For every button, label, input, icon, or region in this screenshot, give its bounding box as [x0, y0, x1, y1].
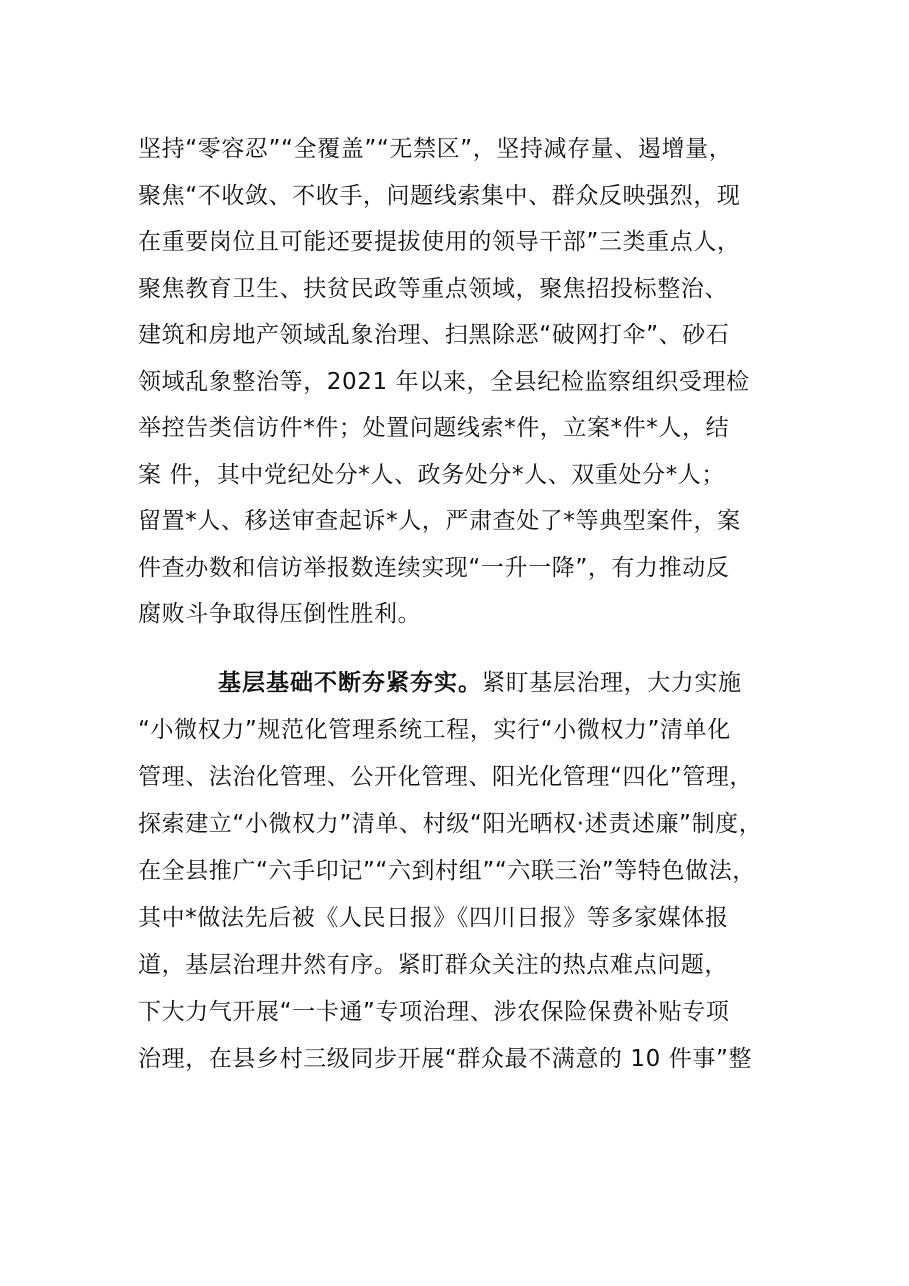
paragraph-first-line: [138, 660, 778, 707]
paragraph-grassroots: [138, 660, 778, 1083]
text-line: 在全县推广“六手印记”“六到村组”“六联三治”等特色做法，: [138, 858, 756, 884]
text-line: 领域乱象整治等，2021 年以来，全县纪检监察组织受理检: [138, 368, 750, 395]
text-line: 管理、法治化管理、公开化管理、阳光化管理“四化”管理，: [138, 764, 754, 790]
text-line: 其中*做法先后被《人民日报》《四川日报》等多家媒体报: [138, 905, 729, 931]
text-line: 件查办数和信访举报数连续实现“一升一降”，有力推动反: [138, 554, 730, 581]
text-line: 聚焦“不收敛、不收手，问题线索集中、群众反映强烈，现: [138, 182, 741, 209]
text-line: 举控告类信访件*件；处置问题线索*件，立案*件*人，结: [138, 415, 730, 441]
text-line: 治理，在县乡村三级同步开展“群众最不满意的 10 件事”整: [138, 1046, 753, 1072]
text-line: “小微权力”规范化管理系统工程，实行“小微权力”清单化: [138, 717, 731, 743]
text-line: 聚焦教育卫生、扶贫民政等重点领域，聚焦招投标整治、: [138, 275, 728, 302]
text-line: 建筑和房地产领域乱象治理、扫黑除恶“破网打伞”、砂石: [138, 322, 730, 348]
text-line: 道，基层治理井然有序。紧盯群众关注的热点难点问题，: [138, 952, 728, 978]
text-line: 坚持“零容忍”“全覆盖”“无禁区”，坚持减存量、遏增量，: [138, 136, 733, 162]
paragraph-discipline-cases: [138, 126, 778, 638]
text-line: 留置*人、移送审查起诉*人，严肃查处了*等典型案件，案: [138, 508, 741, 534]
text-line: 在重要岗位且可能还要提拔使用的领导干部”三类重点人，: [138, 229, 741, 255]
text-line: 下大力气开展“一卡通”专项治理、涉农保险保费补贴专项: [138, 999, 730, 1025]
paragraph-lead-rest: 紧盯基层治理，大力实施: [482, 670, 742, 696]
text-line: 腐败斗争取得压倒性胜利。: [138, 601, 422, 627]
text-line: 案 件，其中党纪处分*人、政务处分*人、双重处分*人；: [138, 461, 726, 488]
paragraph-lead-heading: 基层基础不断夯紧夯实。: [218, 670, 482, 696]
text-line: 探索建立“小微权力”清单、村级“阳光晒权·述责述廉”制度，: [138, 811, 763, 837]
